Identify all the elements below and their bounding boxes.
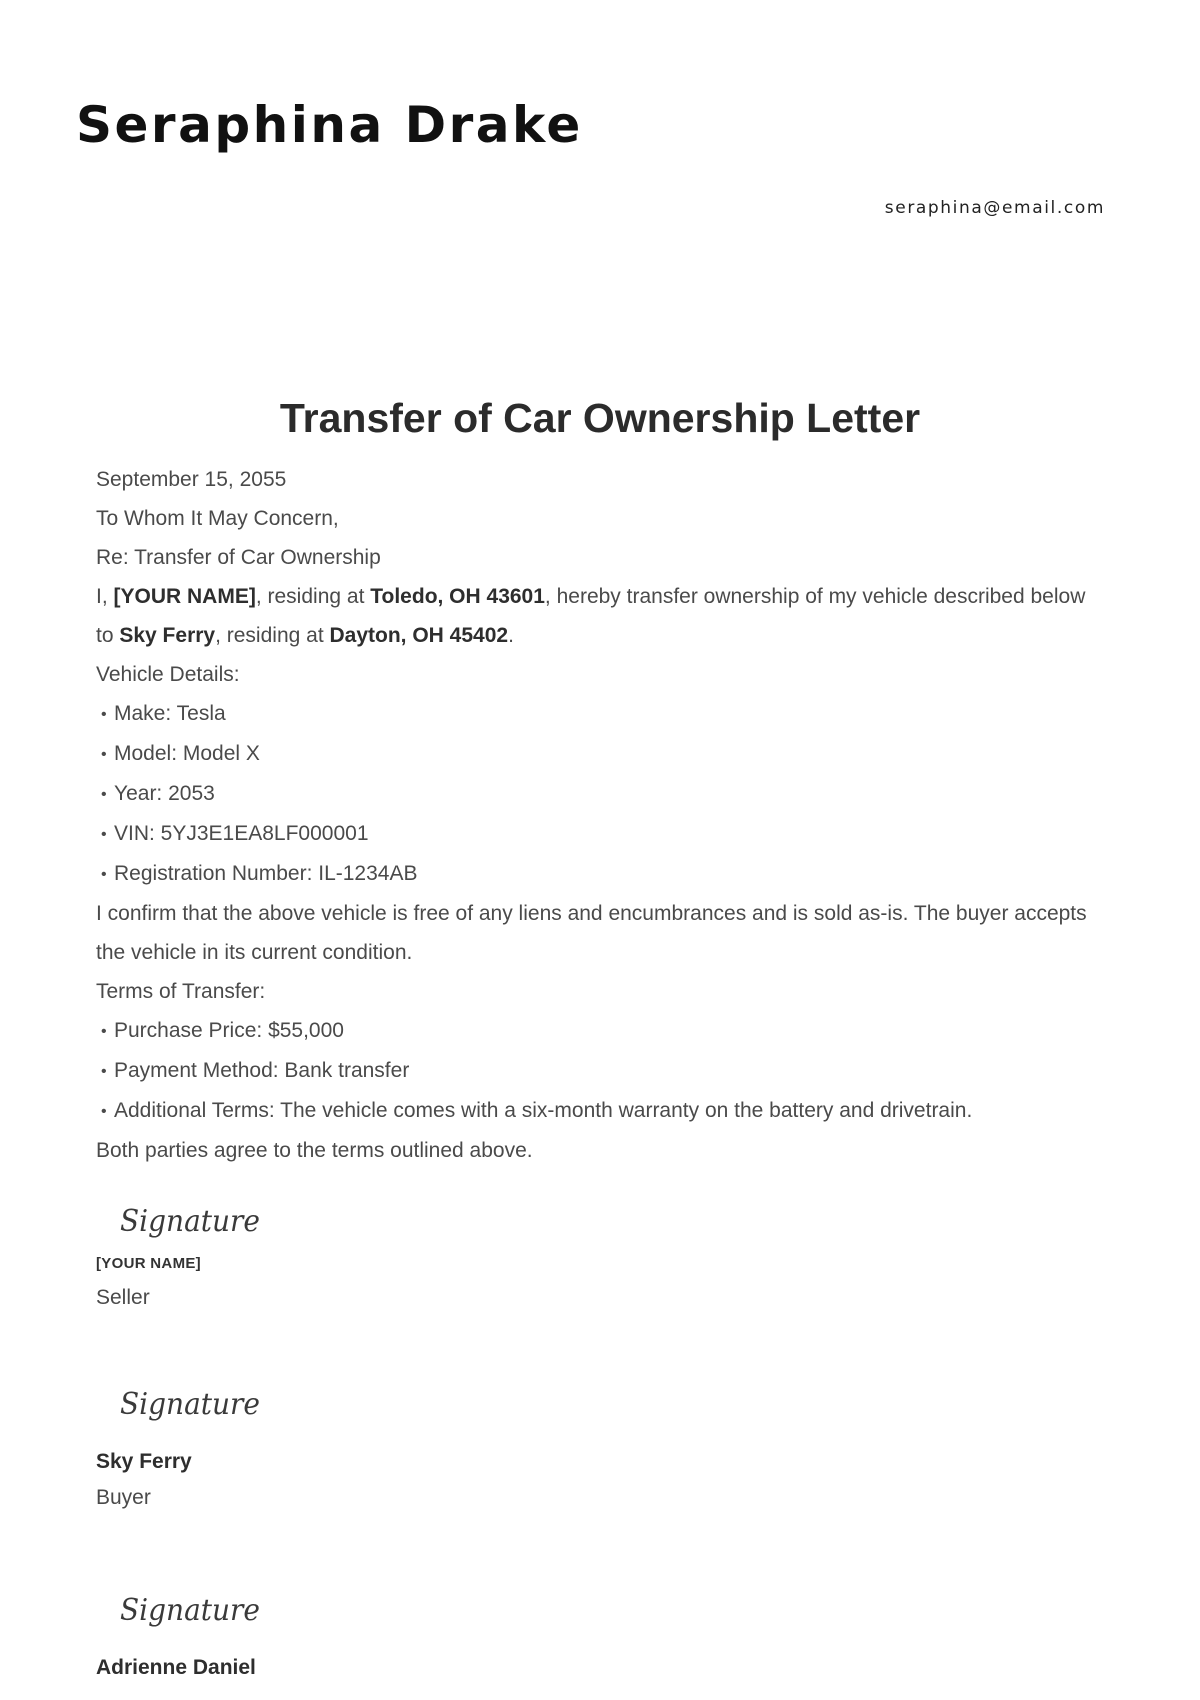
bullet-icon: • (101, 1023, 107, 1040)
letter-title: Transfer of Car Ownership Letter (279, 395, 921, 441)
bullet-icon: • (101, 1103, 107, 1120)
witness-signature-block (96, 1584, 596, 1680)
intro-text: , residing at (215, 624, 330, 647)
list-item (96, 1091, 1106, 1131)
intro-text: , residing at (255, 585, 371, 608)
intro-paragraph (96, 577, 1106, 655)
terms-list (96, 1011, 1106, 1131)
seller-name: [YOUR NAME] (96, 1255, 201, 1272)
bullet-icon: • (101, 706, 107, 723)
witness-signature-image (118, 1584, 268, 1636)
intro-text: I, (96, 585, 114, 608)
condition-paragraph: I confirm that the above vehicle is free of any liens and encumbrances and is sold as-is. The buyer accepts the vehicle in its current condition. (96, 902, 1087, 964)
bullet-icon: • (101, 1063, 107, 1080)
witness-name: Adrienne Daniel (96, 1656, 256, 1679)
bullet-icon: • (101, 866, 107, 883)
letter-date: September 15, 2055 (96, 468, 287, 491)
list-item (96, 814, 1106, 854)
subject-line: Re: Transfer of Car Ownership (96, 546, 381, 569)
salutation: To Whom It May Concern, (96, 507, 339, 530)
buyer-address: Dayton, OH 45402 (329, 624, 509, 647)
seller-signature-image (118, 1195, 268, 1247)
seller-name-placeholder: [YOUR NAME] (113, 585, 256, 608)
seller-address: Toledo, OH 43601 (370, 585, 545, 608)
list-item (96, 1011, 1106, 1051)
seller-signature-block (96, 1195, 596, 1310)
intro-text: . (508, 624, 514, 647)
bullet-icon: • (101, 786, 107, 803)
letter-body (96, 460, 1106, 1170)
bullet-icon: • (101, 746, 107, 763)
sender-email: seraphina@email.com (884, 198, 1105, 218)
bullet-icon: • (101, 826, 107, 843)
buyer-signature-image (118, 1378, 268, 1430)
list-item-text: Payment Method: Bank transfer (114, 1059, 410, 1082)
seller-role: Seller (96, 1286, 150, 1309)
seller-signature-text: Signature (120, 1204, 260, 1239)
buyer-name-signed: Sky Ferry (96, 1450, 192, 1473)
buyer-signature-block (96, 1378, 596, 1510)
list-item-text: Make: Tesla (114, 702, 226, 725)
list-item (96, 774, 1106, 814)
list-item-text: Registration Number: IL-1234AB (114, 862, 418, 885)
list-item-text: Model: Model X (114, 742, 260, 765)
terms-heading: Terms of Transfer: (96, 980, 266, 1003)
vehicle-details-heading: Vehicle Details: (96, 663, 240, 686)
intro-text: , hereby transfer ownership of my vehicle described below to (96, 585, 1086, 647)
list-item-text: Additional Terms: The vehicle comes with a six-month warranty on the battery and drivetrain. (114, 1099, 973, 1122)
buyer-name: Sky Ferry (119, 624, 216, 647)
list-item (96, 694, 1106, 734)
sender-name: Seraphina Drake (76, 96, 583, 154)
witness-signature-text: Signature (120, 1593, 260, 1628)
list-item-text: Purchase Price: $55,000 (114, 1019, 344, 1042)
buyer-signature-text: Signature (120, 1387, 260, 1422)
list-item-text: VIN: 5YJ3E1EA8LF000001 (114, 822, 369, 845)
closing-paragraph: Both parties agree to the terms outlined above. (96, 1139, 533, 1162)
list-item (96, 854, 1106, 894)
vehicle-details-list (96, 694, 1106, 894)
list-item (96, 1051, 1106, 1091)
buyer-role: Buyer (96, 1486, 151, 1509)
list-item-text: Year: 2053 (114, 782, 215, 805)
list-item (96, 734, 1106, 774)
